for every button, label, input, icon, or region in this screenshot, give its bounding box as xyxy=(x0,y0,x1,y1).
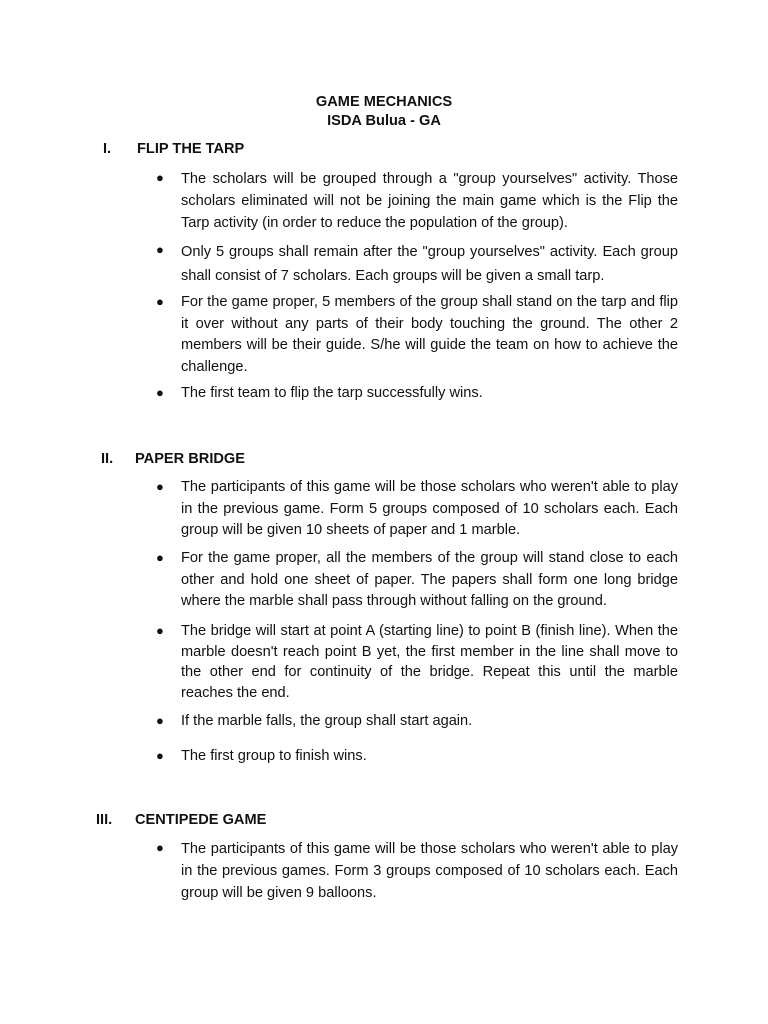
bullet-icon: ● xyxy=(156,713,164,728)
document-title: GAME MECHANICS xyxy=(315,94,453,110)
section-numeral: I. xyxy=(103,141,112,157)
bullet-icon: ● xyxy=(156,479,164,494)
list-item-text: If the marble falls, the group shall start again. xyxy=(181,713,473,729)
section-numeral: II. xyxy=(101,451,114,467)
bullet-icon: ● xyxy=(156,623,164,638)
list-item-text: The first group to finish wins. xyxy=(181,748,367,764)
bullet-icon: ● xyxy=(156,840,164,855)
list-item-text: The participants of this game will be those scholars who weren't able to play in the previous games. Form 3 groups composed of 10 scholars each. Each group will be given 9 balloons. xyxy=(181,841,678,901)
bullet-icon: ● xyxy=(156,242,164,257)
bullet-icon: ● xyxy=(156,294,164,309)
bullet-icon: ● xyxy=(156,170,164,185)
list-item-text: The scholars will be grouped through a "group yourselves" activity. Those scholars eliminated will not be joining the main game which is the Flip the Tarp activity (in order to reduce the population of the group). xyxy=(181,171,678,231)
bullet-icon: ● xyxy=(156,385,164,400)
bullet-icon: ● xyxy=(156,550,164,565)
list-item-text: The bridge will start at point A (starting line) to point B (finish line). When the marble doesn't reach point B yet, the first member in the line shall move to the other end for continuity of the bridge. Repeat this until the marble reaches the end. xyxy=(181,623,678,701)
list-item-text: The participants of this game will be those scholars who weren't able to play in the previous game. Form 5 groups composed of 10 scholars each. Each group will be given 10 sheets of paper and 1 marble. xyxy=(181,479,678,538)
bullet-icon: ● xyxy=(156,748,164,763)
list-item-text: The first team to flip the tarp successfully wins. xyxy=(181,385,483,401)
list-item-text: For the game proper, 5 members of the group shall stand on the tarp and flip it over without any parts of their body touching the ground. The other 2 members will be their guide. S/he will guide the team on how to achieve the challenge. xyxy=(181,294,678,375)
section-title: FLIP THE TARP xyxy=(137,141,245,157)
section-title: CENTIPEDE GAME xyxy=(135,812,267,828)
list-item-text: Only 5 groups shall remain after the "group yourselves" activity. Each group shall consist of 7 scholars. Each groups will be given a small tarp. xyxy=(181,244,678,284)
section-numeral: III. xyxy=(96,812,113,828)
document-subtitle: ISDA Bulua - GA xyxy=(327,113,441,129)
section-title: PAPER BRIDGE xyxy=(135,451,246,467)
list-item-text: For the game proper, all the members of the group will stand close to each other and hold one sheet of paper. The papers shall form one long bridge where the marble shall pass through without falling on the ground. xyxy=(181,550,678,609)
